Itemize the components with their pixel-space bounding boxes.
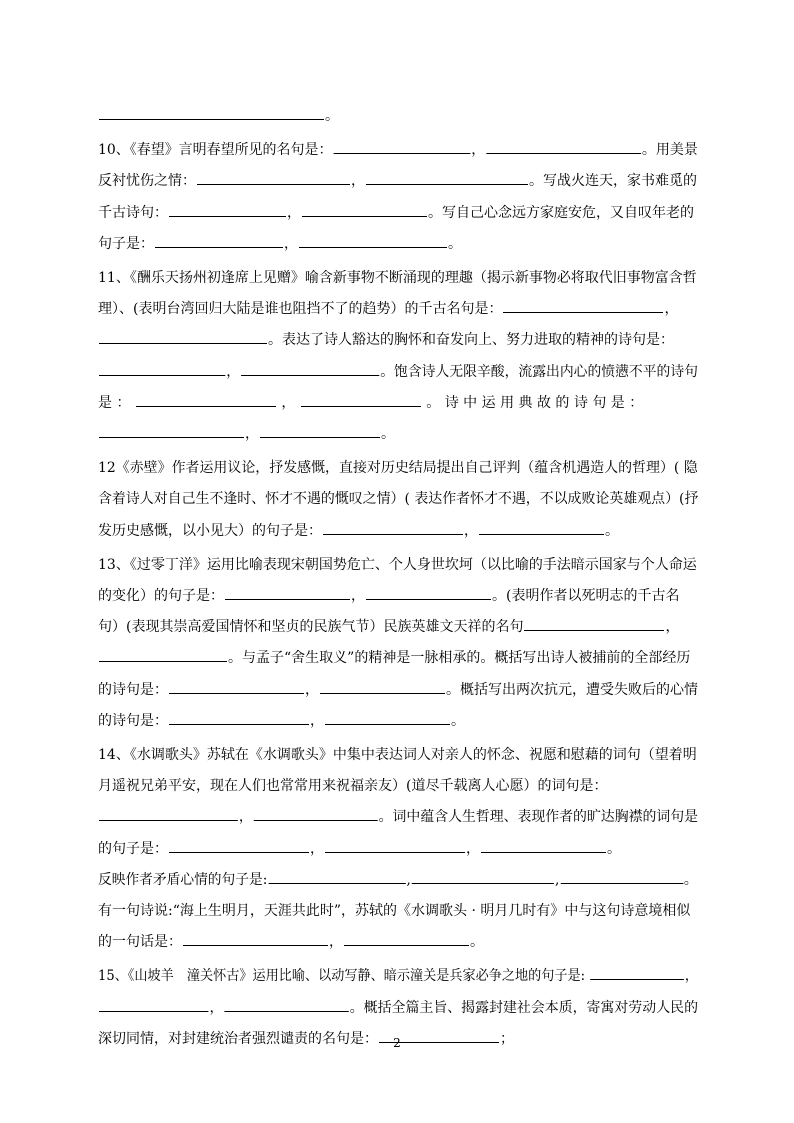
text-segment: 句子是： [98,235,154,252]
answer-blank[interactable] [254,819,378,821]
text-segment: , [406,871,411,888]
text-segment: 14、《水调歌头》苏轼在《水调歌头》中集中表达词人对亲人的怀念、祝愿和慰藉的词句（望着明 [98,747,697,763]
text-segment: 的诗句是： [98,712,168,729]
answer-blank[interactable] [268,882,405,884]
answer-blank[interactable] [412,882,554,884]
text-segment: 反映作者矛盾心情的句子是: [98,871,268,888]
answer-blank[interactable] [169,215,286,217]
text-line [98,739,698,771]
text-segment: ； [500,1030,514,1047]
text-segment: 。概括全篇主旨、揭露封建社会本质，寄寓对劳动人民的 [349,999,698,1016]
text-segment: ， [284,235,298,252]
text-segment: 。写自己心念远方家庭安危，又自叹年老的 [428,204,694,221]
text-line [98,228,698,260]
text-segment: ， [287,204,301,221]
text-segment: ， [245,426,259,442]
answer-blank[interactable] [169,692,304,694]
text-line [98,705,698,737]
text-segment: 千古诗句： [98,204,168,221]
text-segment: ， [310,712,324,729]
text-segment: 发历史感慨，以小见大）的句子是： [98,522,322,539]
answer-blank[interactable] [481,851,606,853]
answer-blank[interactable] [99,660,227,662]
text-segment: ， [684,968,698,985]
text-segment: 理）、(表明台湾回归大陆是谁也阻挡不了的趋势）的千古名句是： [98,301,503,318]
text-segment: 。 [470,934,484,951]
text-line [98,515,698,547]
text-segment: ， [351,588,365,604]
text-segment: 。(表明作者以死明志的千古名 [492,588,680,604]
text-line [98,611,698,643]
answer-blank[interactable] [155,246,283,248]
text-segment: 的诗句是： [98,681,168,698]
text-line [98,642,698,674]
answer-blank[interactable] [99,118,324,120]
text-segment: 。 [448,235,462,252]
text-segment: 13、《过零丁洋》运用比喻表现宋朝国势危亡、个人身世坎坷（以比喻的手法暗示国家与个人命运 [98,556,697,573]
text-segment: 。词中蕴含人生哲理、表现作者的旷达胸襟的词句是 [378,809,698,826]
text-segment: 的一句话是： [98,934,182,951]
text-segment: 15、《山坡羊 潼关怀古》运用比喻、以动写静、暗示潼关是兵家必争之地的句子是: [98,968,590,985]
text-line [98,165,698,197]
text-segment: 深切同情，对封建统治者强烈谴责的名句是： [98,1030,378,1047]
answer-blank[interactable] [560,882,683,884]
text-line [98,356,698,388]
text-segment: 。 [607,840,621,857]
text-segment: ， [305,681,319,698]
text-line [98,895,698,927]
answer-blank[interactable] [197,183,350,185]
answer-blank[interactable] [344,944,469,946]
text-line [98,262,698,294]
answer-blank[interactable] [169,723,309,725]
text-segment: 的变化）的句子是： [98,588,224,604]
text-line [98,549,698,581]
text-segment: 含着诗人对自己生不逢时、怀才不遇的慨叹之情）( 表达作者怀才不遇，不以成败论英雄观点）(抒 [98,491,698,508]
text-line [98,926,698,958]
text-segment: ， [209,999,224,1016]
answer-blank[interactable] [486,152,641,154]
answer-blank[interactable] [302,215,427,217]
text-segment: 。 [683,871,698,888]
text-line [98,992,698,1024]
text-line [98,100,698,132]
text-segment: 月遥祝兄弟平安，现在人们也常常用来祝福亲友）(道尽千载离人心愿）的词句是： [98,778,608,795]
answer-blank[interactable] [99,374,225,376]
answer-blank[interactable] [99,1010,208,1012]
text-line [98,293,698,325]
text-segment: ， [664,301,679,318]
text-segment: 。 [605,522,619,539]
text-segment: 。 [325,108,339,124]
answer-blank[interactable] [299,246,447,248]
text-segment: 。用美景 [641,142,698,159]
text-segment: 。 诗 中 运 用 典 故 的 诗 句 是 ： [421,394,644,411]
text-line [98,387,698,419]
text-line [98,483,698,515]
answer-blank[interactable] [366,598,491,600]
text-segment: 句）(表现其崇高爱国情怀和坚贞的民族气节）民族英雄文天祥的名句 [98,619,524,636]
text-segment: ， [276,394,300,411]
text-line [98,452,698,484]
text-segment: 12《赤壁》作者运用议论，抒发感慨，直接对历史结局提出自己评判（蕴含机遇造人的哲理）( 隐 [98,460,698,477]
text-segment: ， [351,173,365,190]
answer-blank[interactable] [225,598,350,600]
text-segment: , [555,871,560,888]
text-segment: ， [238,809,253,826]
text-segment: 。饱含诗人无限辛酸，流露出内心的愤懑不平的诗句 [380,363,698,380]
text-segment: 有一句诗说:“海上生明月，天涯共此时”，苏轼的《水调歌头 · 明月几时有》中与这句诗意境相似 [98,903,691,919]
text-segment: ， [464,522,478,539]
answer-blank[interactable] [301,405,421,407]
page-number: 2 [393,1036,401,1050]
text-segment: 。与孟子“舍生取义”的精神是一脉相承的。概括写出诗人被捕前的全部经历 [228,650,691,667]
text-line [98,864,698,896]
text-line [98,770,698,802]
text-segment: ， [310,840,324,857]
answer-blank[interactable] [323,533,463,535]
answer-blank[interactable] [333,152,470,154]
answer-blank[interactable] [169,851,309,853]
text-segment: ， [329,934,343,951]
answer-blank[interactable] [224,1010,348,1012]
text-segment: 。 [451,712,465,729]
answer-blank[interactable] [479,533,604,535]
answer-blank[interactable] [325,723,450,725]
answer-blank[interactable] [183,944,328,946]
text-segment: 的句子是： [98,840,168,857]
text-line [98,960,698,992]
text-segment: 。写战火连天，家书难觅的 [529,173,697,190]
text-line [98,197,698,229]
text-segment: 11、《酬乐天扬州初逢席上见赠》喻含新事物不断涌现的理趣（揭示新事物必将取代旧事物富含哲 [98,270,697,286]
answer-blank[interactable] [99,819,238,821]
text-line [98,580,698,612]
text-segment: 。表达了诗人豁达的胸怀和奋发向上、努力进取的精神的诗句是： [268,332,674,349]
text-segment: 。 [381,426,395,442]
text-segment: 反衬忧伤之情： [98,173,196,190]
text-segment: 10、《春望》言明春望所见的名句是： [98,142,333,159]
text-segment: ， [466,840,480,857]
answer-blank[interactable] [503,311,663,313]
text-line [98,833,698,865]
answer-blank[interactable] [99,342,267,344]
text-line [98,324,698,356]
text-line [98,801,698,833]
text-segment: 。概括写出两次抗元，遭受失败后的心情 [446,681,698,698]
answer-blank[interactable] [590,978,684,980]
text-line [98,134,698,166]
answer-blank[interactable] [320,692,445,694]
text-segment: 是 ： [98,394,135,411]
answer-blank[interactable] [366,183,528,185]
text-line [98,418,698,450]
answer-blank[interactable] [241,374,379,376]
text-segment: ， [226,363,241,380]
answer-blank[interactable] [524,629,664,631]
answer-blank[interactable] [136,405,276,407]
text-segment: ， [471,142,486,159]
answer-blank[interactable] [260,436,380,438]
answer-blank[interactable] [325,851,465,853]
text-segment: ， [665,619,680,636]
text-line [98,674,698,706]
answer-blank[interactable] [99,436,244,438]
